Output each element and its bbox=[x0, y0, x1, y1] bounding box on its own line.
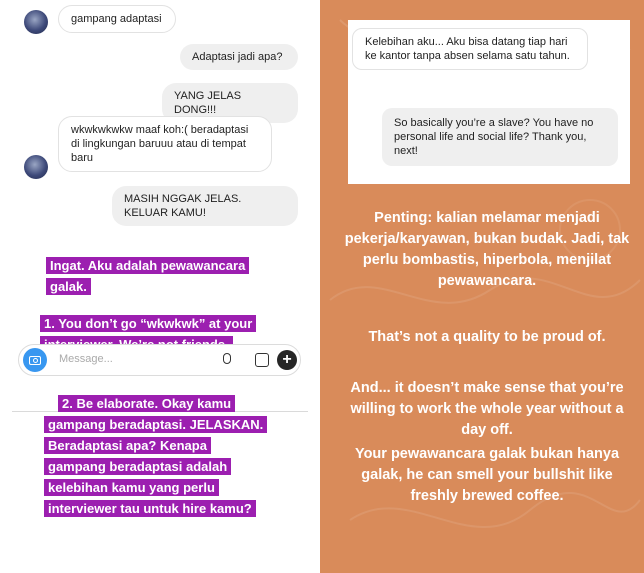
chat-screenshot-card bbox=[348, 20, 630, 184]
message-bubble-incoming: gampang adaptasi bbox=[58, 5, 176, 33]
highlight-line: gampang beradaptasi adalah bbox=[44, 458, 231, 475]
highlight-line: Ingat. Aku adalah pewawancara bbox=[46, 257, 249, 274]
message-bubble-outgoing: MASIH NGGAK JELAS. KELUAR KAMU! bbox=[112, 186, 298, 226]
avatar bbox=[24, 155, 48, 179]
message-bubble-incoming: Kelebihan aku... Aku bisa datang tiap hari ke kantor tanpa absen selama satu tahun. bbox=[352, 28, 588, 70]
message-composer[interactable] bbox=[18, 344, 301, 376]
left-panel bbox=[0, 0, 320, 573]
highlight-line: kelebihan kamu yang perlu bbox=[44, 479, 219, 496]
paragraph-no-sense: And... it doesn’t make sense that you’re willing to work the whole year without a day off. bbox=[350, 380, 624, 438]
highlight-line: Beradaptasi apa? Kenapa bbox=[44, 437, 211, 454]
paragraph-important: Penting: kalian melamar menjadi pekerja/karyawan, bukan budak. Jadi, tak perlu bombastis, hiperbola, menjilat pewawancara. bbox=[344, 210, 630, 289]
paragraph-bullshit: Your pewawancara galak bukan hanya galak, he can smell your bullshit like freshly brewed coffee. bbox=[354, 446, 620, 504]
microphone-icon[interactable] bbox=[223, 353, 231, 364]
message-bubble-outgoing: So basically you’re a slave? You have no personal life and social life? Thank you, next! bbox=[382, 108, 618, 166]
highlight-line: interviewer tau untuk hire kamu? bbox=[44, 500, 256, 517]
message-input-placeholder[interactable]: Message... bbox=[59, 353, 113, 365]
paragraph-not-quality: That’s not a quality to be proud of. bbox=[368, 329, 606, 345]
message-bubble-incoming: wkwkwkwkw maaf koh:( beradaptasi di lingkungan baruuu atau di tempat baru bbox=[58, 116, 272, 172]
highlight-note-3 bbox=[44, 393, 304, 519]
message-bubble-outgoing: YANG JELAS DONG!!! bbox=[162, 83, 298, 123]
highlight-line: 1. You don’t go “wkwkwk” at your bbox=[40, 315, 256, 332]
gallery-icon[interactable] bbox=[255, 353, 269, 367]
avatar bbox=[24, 10, 48, 34]
message-bubble-outgoing: Adaptasi jadi apa? bbox=[180, 44, 298, 70]
highlight-line: galak. bbox=[46, 278, 91, 295]
highlight-note-1 bbox=[46, 255, 286, 297]
plus-icon[interactable]: + bbox=[277, 350, 297, 370]
highlight-line: 2. Be elaborate. Okay kamu bbox=[58, 395, 235, 412]
highlight-line: gampang beradaptasi. JELASKAN. bbox=[44, 416, 267, 433]
camera-icon[interactable] bbox=[23, 348, 47, 372]
